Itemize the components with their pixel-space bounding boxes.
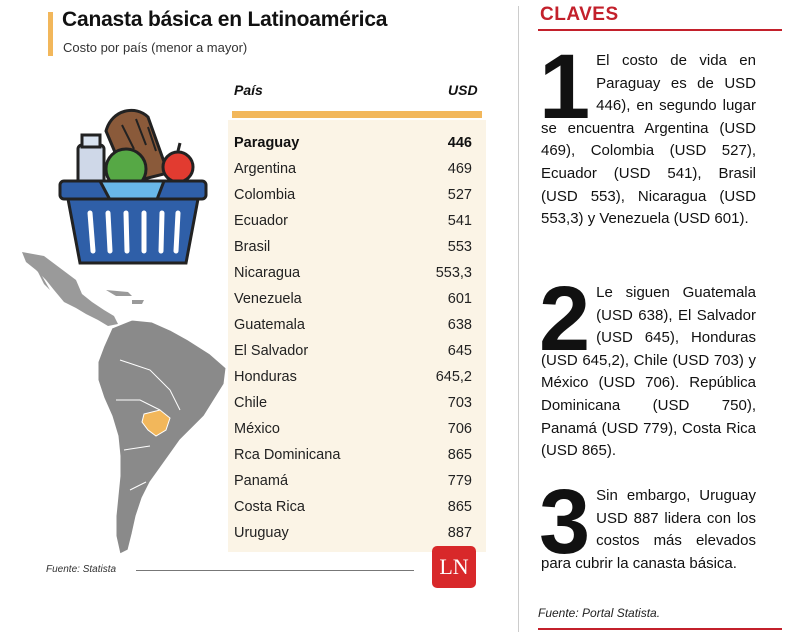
latin-america-map-icon — [20, 250, 230, 560]
country-cell: Guatemala — [234, 317, 305, 333]
header-underline — [232, 111, 482, 118]
country-cell: Colombia — [234, 187, 296, 203]
title-accent-bar — [48, 12, 53, 56]
country-cell: Rca Dominicana — [234, 447, 341, 463]
country-cell: Panamá — [234, 473, 289, 489]
country-cell: Venezuela — [234, 291, 302, 307]
column-header-usd: USD — [448, 82, 478, 98]
country-cell: Brasil — [234, 239, 271, 255]
grocery-basket-icon — [56, 105, 212, 267]
usd-cell: 553,3 — [435, 265, 472, 281]
country-cell: Ecuador — [234, 213, 289, 229]
table-row — [234, 260, 484, 286]
source-divider — [136, 570, 414, 571]
country-cell: Uruguay — [234, 525, 289, 541]
key-number-1: 1 — [539, 36, 591, 138]
table-row — [234, 416, 484, 442]
table-row — [234, 520, 484, 546]
key-point-1 — [539, 36, 756, 231]
usd-cell: 553 — [447, 239, 472, 255]
key-point-2 — [539, 268, 756, 463]
country-cell: Nicaragua — [234, 265, 301, 281]
usd-cell: 865 — [447, 499, 472, 515]
table-row — [234, 442, 484, 468]
usd-cell: 469 — [447, 161, 472, 177]
claves-underline — [538, 29, 782, 31]
usd-cell: 887 — [447, 525, 472, 541]
claves-heading: CLAVES — [540, 4, 619, 25]
key-text-1: El costo de vida en Paraguay es de USD 446), en segundo lugar se encuentra Argentina (USD 469), Colombia (USD 527), Ecuador (USD 541), Brasil (USD 553), Nicaragua (USD 553,3) y Venezuela (USD 601). — [541, 52, 756, 228]
country-cell: México — [234, 421, 280, 437]
ln-logo: LN — [432, 546, 476, 588]
key-text-3: Sin embargo, Uruguay USD 887 lidera con los costos más elevados para cubrir la canasta básica. — [541, 487, 756, 572]
country-cell: Costa Rica — [234, 499, 305, 515]
usd-cell: 645 — [447, 343, 472, 359]
source-statista: Fuente: Statista — [46, 564, 117, 575]
table-row — [234, 182, 484, 208]
column-header-country: País — [234, 82, 263, 98]
table-row — [234, 338, 484, 364]
table-row — [234, 494, 484, 520]
usd-cell: 446 — [447, 135, 472, 151]
country-cell: Argentina — [234, 161, 297, 177]
table-row — [234, 286, 484, 312]
country-cell: Paraguay — [234, 135, 300, 151]
cost-table — [234, 130, 484, 546]
table-row — [234, 130, 484, 156]
key-number-3: 3 — [539, 471, 591, 573]
usd-cell: 865 — [447, 447, 472, 463]
table-row — [234, 208, 484, 234]
source-portal-statista: Fuente: Portal Statista. — [538, 606, 661, 620]
key-text-2: Le siguen Guatemala (USD 638), El Salvador (USD 645), Honduras (USD 645,2), Chile (USD 703) y México (USD 706). República Dominicana (USD 750), Panamá (USD 779), Costa Rica (USD 865). — [541, 284, 756, 460]
usd-cell: 527 — [447, 187, 472, 203]
key-number-2: 2 — [539, 268, 591, 370]
column-divider — [518, 6, 519, 632]
usd-cell: 703 — [447, 395, 472, 411]
usd-cell: 601 — [447, 291, 472, 307]
usd-cell: 645,2 — [435, 369, 472, 385]
table-row — [234, 390, 484, 416]
country-cell: Chile — [234, 395, 268, 411]
table-row — [234, 312, 484, 338]
bottom-rule — [538, 628, 782, 630]
table-row — [234, 468, 484, 494]
usd-cell: 541 — [447, 213, 472, 229]
key-point-3 — [539, 471, 756, 575]
country-cell: Honduras — [234, 369, 297, 385]
table-row — [234, 234, 484, 260]
usd-cell: 779 — [447, 473, 472, 489]
country-cell: El Salvador — [234, 343, 309, 359]
usd-cell: 706 — [447, 421, 472, 437]
table-row — [234, 364, 484, 390]
chart-title: Canasta básica en Latinoamérica — [62, 8, 388, 31]
usd-cell: 638 — [447, 317, 472, 333]
chart-subtitle: Costo por país (menor a mayor) — [63, 40, 248, 55]
table-row — [234, 156, 484, 182]
